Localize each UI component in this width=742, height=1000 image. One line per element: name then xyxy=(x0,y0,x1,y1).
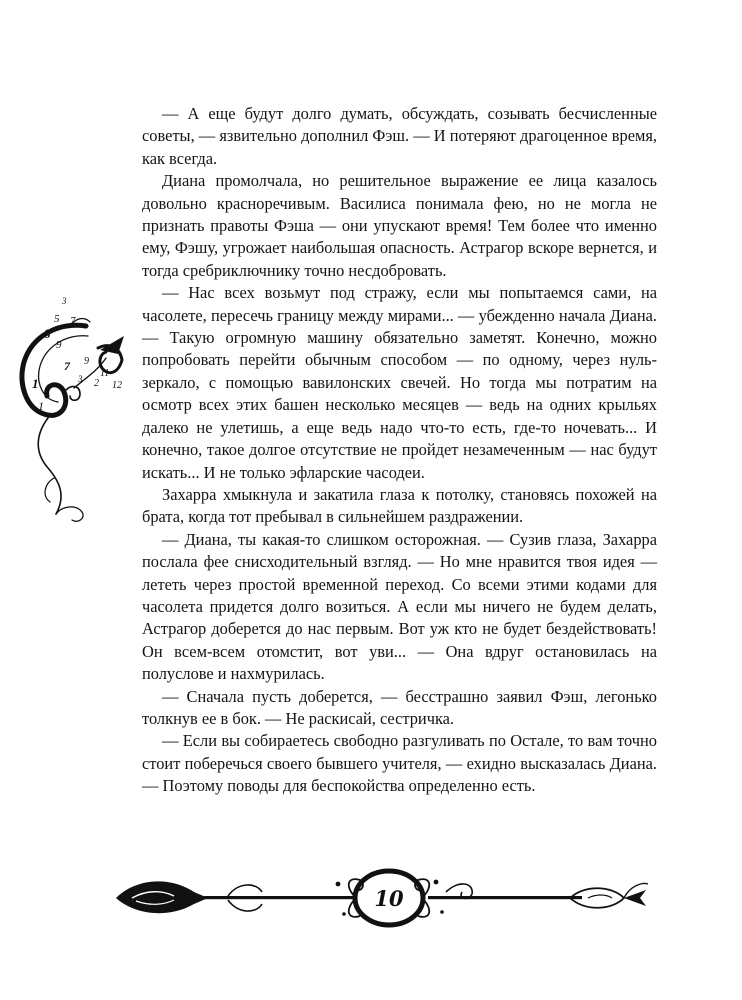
clock-numeral: 9 xyxy=(56,339,62,351)
body-text xyxy=(142,103,657,798)
clock-numeral: 11 xyxy=(100,368,110,379)
paragraph: Захарра хмыкнула и закатила глаза к потолку, становясь похожей на брата, когда тот пребывал в сильнейшем раздражении. xyxy=(142,484,657,527)
clock-numeral: 2 xyxy=(94,378,99,389)
clock-numeral: 3 xyxy=(78,374,83,384)
left-arrowhead xyxy=(116,881,208,913)
paragraph: — Нас всех возьмут под стражу, если мы попытаемся сами, на часолете, пересечь границу между мирами... — убежденно начала Диана. — Такую огромную машину обязательно заметят. Конечно, можно попробовать перейти обычным способом — по одному, через нуль-зеркало, с помощью вавилонских свечей. Но тогда мы потратим на осмотр всех этих башен несколько месяцев — ведь на одних крыльях далеко не улетишь, а еще ведь надо что-то есть, где-то ночевать... И конечно, такое долгое отсутствие не пройдет незамеченным — нас будут искать... И не только эфларские часодеи. xyxy=(142,283,657,482)
paragraph: — А еще будут долго думать, обсуждать, созывать бесчисленные советы, — язвительно дополнил Фэш. — И потеряют драгоценное время, как всегда. xyxy=(142,104,657,168)
clock-numeral: 8 xyxy=(44,326,51,341)
paragraph: — Сначала пусть доберется, — бесстрашно заявил Фэш, легонько толкнув ее в бок. — Не раскисай, сестричка. xyxy=(142,686,657,728)
paragraph: — Диана, ты какая-то слишком осторожная. — Сузив глаза, Захарра послала фее снисходительный взгляд. — Но мне нравится твоя идея — лететь через простой временной переход. Со всеми этими кодами для часолета придется долго возиться. А если мы ничего не будем делать, Астрагор доберется до нас первым. Вот уж кто не будет бездействовать! Он всем-всем отомстит, вот уви... — Она вдруг остановилась на полуслове и нахмурилась. xyxy=(142,529,657,684)
clock-numeral: 5 xyxy=(54,313,60,325)
clock-numeral: 12 xyxy=(112,380,122,391)
clock-numeral: 3 xyxy=(62,296,67,306)
clock-numeral: 1 xyxy=(38,399,44,413)
page-number: 10 xyxy=(374,886,404,911)
clock-numeral: 7 xyxy=(70,315,76,327)
paragraph: Диана промолчала, но решительное выражение ее лица казалось довольно красноречивым. Василиса понимала фею, но не могла не признать правоты Фэша — они упускают время! Тем более что именно ему, Фэшу, угрожает наибольшая опасность. Астрагор вскоре вернется, и тогда сребриключнику точно несдобровать. xyxy=(142,171,657,280)
clock-numeral: 7 xyxy=(64,359,70,373)
clock-numeral: 1 xyxy=(32,376,39,391)
paragraph: — Если вы собираетесь свободно разгуливать по Остале, то вам точно стоит поберечься своего бывшего учителя, — ехидно высказалась Диана. — Поэтому поводы для беспокойства определенно есть. xyxy=(142,731,657,796)
clock-ornament xyxy=(14,292,132,524)
clock-numeral: 9 xyxy=(84,356,89,367)
